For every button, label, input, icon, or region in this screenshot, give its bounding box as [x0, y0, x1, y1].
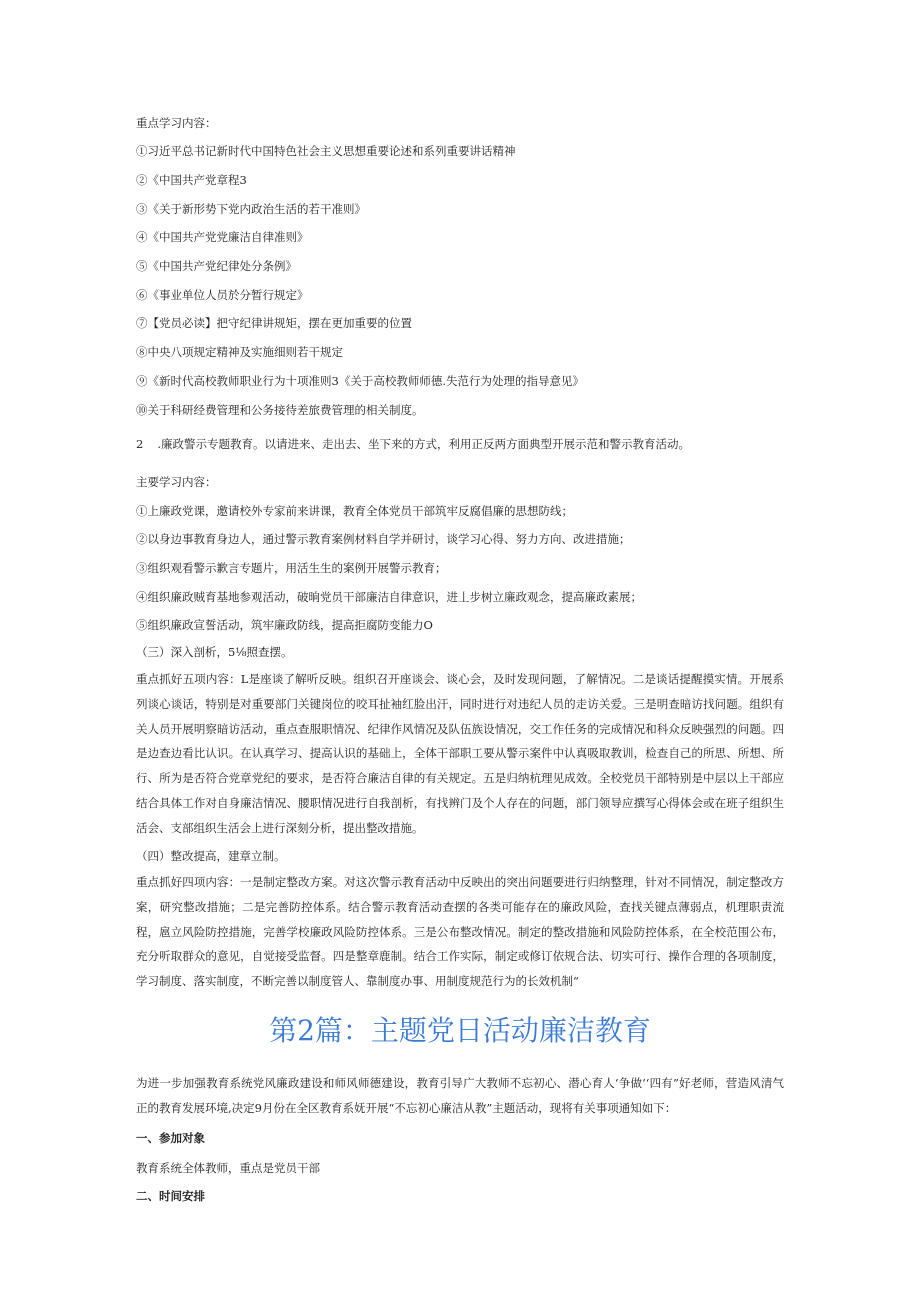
section2-intro-text: .廉政警示专题教育。以请进来、走出去、坐下来的方式，利用正反两方面典型开展示范和警示教育活动。 — [157, 437, 690, 451]
section3-heading: （三）深入剖析，5⅛照查摆。 — [136, 645, 293, 659]
list-item: ④组织廉政贼育基地参观活动，破晌党员干部廉洁自律意识，进丄步树立廉政观念，提高廉政素展； — [136, 590, 642, 604]
article-title: 第2篇：主题党日活动廉洁教育 — [269, 1014, 651, 1047]
section-heading-participants: 一、参加对象 — [136, 1131, 205, 1145]
article-intro: 为进一步加强教育系统党风廉政建设和师风师德建设，教育引导广大教师不忘初心、潜心育人‘争做‘‘四有”好老师，营造风清气正的教育发展环境,决定9月份在全区教育系妩开展“不忘初心廉洁从教”主题活动，现将有关事项通知如下： — [136, 1076, 784, 1115]
section4-body: 重点抓好四项内容：一是制定整改方案。对这次警示教育活动中反映出的突出问题要进行归纳整理，针对不同情况，制定整改方案，研究整改措施；二是完善防控体系。结合警示教育活动查摆的各类可能存在的廉政风险，查找关键点薄弱点，机理职责流程，扈立风险防控措施，完善学校廉政风险防控体系。三是公布整改情况。制定的整改措施和风险防控体系，在全校范围公布，充分听取群众的意见，自觉接受监督。四是整章鹿制。结合工作实际，制定或修订依规合法、切实可行、操作合理的各项制度，学习制度、落实制度，不断完善以制度管人、靠制度办事、用制度规范行为的长效机制“ — [136, 875, 784, 989]
list-item: ⑩关于科研经费管理和公务接待差旅费管理的相关制度。 — [136, 403, 424, 417]
list-item: ③组织观看警示歉言专题片，用活生生的案例开展警示教育； — [136, 561, 447, 575]
list-item: ⑤组织廉政宣誓活动，筑牢廉政防线，提高拒腐防变能力O — [136, 618, 433, 632]
participants-text: 教育系统全体教师，重点是党员干部 — [136, 1161, 320, 1175]
section2-heading: 主要学习内容： — [136, 475, 217, 489]
section4-heading: （四）整改提高，建章立制。 — [136, 849, 286, 863]
list-item: ⑥《事业单位人员於分暂行规定》 — [136, 288, 309, 302]
list-item: ④《中国共产党党廉洁自律准则》 — [136, 230, 309, 244]
list-item: ①上廉政党课，邀请校外专家前来讲课，教育全体党员干部筑牢反腐倡廉的思想防线； — [136, 504, 573, 518]
list-item: ⑦【党员必读】把守纪律讲规矩，摆在更加重要的位置 — [136, 316, 412, 330]
list-item: ⑨《新时代高校教师职业行为十项准则3《关于高校教师师德.失范行为处理的指导意见》 — [136, 374, 584, 388]
section-heading-schedule: 二、时间安排 — [136, 1189, 205, 1203]
list-item: ⑧中央八项规定精神及实施细则若干规定 — [136, 345, 343, 359]
list-item: ①习近平总书记新时代中国特色社会主义思想重要论述和系列重要讲话精神 — [136, 144, 516, 158]
section3-body: 重点抓好五项内容：L是座谈了解听反映。组织召开座谈会、谈心会，及时发现问题，了解情况。二是谈话提醒摸实情。开展系列谈心谈话，特别是对重要部门关键岗位的咬耳扯袖红脸出汗，同时进行对违纪人员的走访关爱。三是明查暗访找问题。组织有关人员开展明察暗访活动，重点查服职情况、纪律作风情况及队伍族设情况，交工作任务的完成情况和科众反映强烈的问题。四是边查边看比认识。在认真学习、提高认识的基础上，全体干部职工要从警示案件中认真吸取教训，检查自己的所思、所想、所行、所为是否符合党章党纪的要求，是否符合廉洁自律的有关规定。五是归纳杭理见成效。全校党员干部特别是中层以上干部应结合具体工作对自身廉洁情况、腰职情况进行自我剖析，有找辨门及个人存在的问题，部门领导应撰写心得体会或在班子组织生活会、支部组织生活会上进行深刻分析，提出整改措施。 — [136, 672, 784, 835]
list-item: ③《关于新形势下党内政治生活的若干准则》 — [136, 202, 366, 216]
list-item: ②《中国共产党章程3 — [136, 173, 247, 187]
list-item: ⑤《中国共产党纪律处分条例》 — [136, 259, 297, 273]
section2-number: 2 — [136, 437, 144, 451]
list-item: ②以身边事教育身边人，通过警示教育案例材料自学并研讨，谈学习心得、努力方向、改进措施； — [136, 532, 631, 546]
section2-intro — [136, 436, 784, 452]
section1-heading: 重点学习内容： — [136, 116, 217, 130]
